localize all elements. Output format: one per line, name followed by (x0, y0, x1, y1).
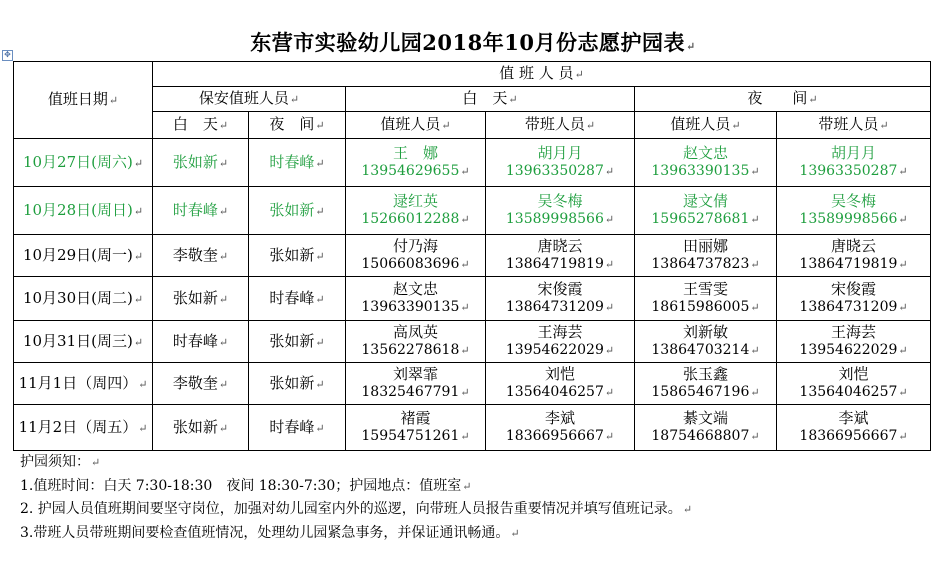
cell-text: 刘新敏 (682, 323, 728, 341)
phone-number (777, 255, 930, 274)
cell-text: 唐晓云 (537, 237, 583, 255)
cell-text: 时春峰 (269, 288, 315, 307)
cell-text: 綦文端 (682, 409, 728, 427)
page-title: 东营市实验幼儿园2018年10月份志愿护园表 ↵ (0, 27, 946, 57)
header-day-lead (486, 112, 635, 139)
cell-text: 白 天 (462, 89, 508, 107)
sec-day-cell (153, 321, 249, 363)
day-lead-cell (486, 277, 635, 321)
cell-text: 值班日期 (47, 90, 108, 108)
cell-text: 带班人员 (524, 115, 585, 133)
cell-text: 李敬奎 (172, 245, 218, 264)
paragraph-mark (585, 115, 595, 133)
paragraph-mark (90, 454, 100, 470)
day-lead-cell (486, 235, 635, 277)
phone-number (346, 255, 485, 274)
paragraph-mark (218, 332, 228, 350)
note-3: 3.带班人员带班期间要检查值班情况，处理幼儿园紧急事务，并保证通讯畅通。 ↵ (20, 522, 692, 546)
cell-text: 张玉鑫 (682, 365, 728, 383)
table-row (14, 139, 931, 187)
cell-text: 李斌 (838, 409, 869, 427)
cell-text: 13954622029 (799, 342, 898, 358)
paragraph-mark (730, 115, 740, 133)
paragraph-mark (604, 342, 614, 358)
phone-number (777, 427, 930, 446)
day-duty-cell (346, 363, 486, 405)
cell-text: 13864737823 (651, 256, 750, 272)
cell-text: 10月28日(周日) (22, 200, 133, 219)
cell-text: 13589998566 (505, 211, 604, 227)
cell-text: 13963390135 (651, 163, 750, 179)
header-day-duty (346, 112, 486, 139)
paragraph-mark (314, 289, 324, 307)
paragraph-mark (314, 246, 324, 264)
day-lead-cell (486, 363, 635, 405)
cell-text: 胡月月 (537, 144, 583, 162)
day-lead-cell (486, 139, 635, 187)
paragraph-mark (440, 115, 450, 133)
paragraph-mark (897, 384, 907, 400)
paragraph-mark (289, 89, 299, 107)
night-duty-cell (635, 235, 777, 277)
table-row (14, 235, 931, 277)
sec-night-cell (249, 405, 346, 451)
cell-text: 15066083696 (361, 256, 460, 272)
cell-text: 张如新 (172, 152, 218, 171)
phone-number (346, 427, 485, 446)
paragraph-mark (604, 163, 614, 179)
cell-text: 13864731209 (799, 299, 898, 315)
table-row (14, 187, 931, 235)
sec-day-cell (153, 187, 249, 235)
cell-text: 10月27日(周六) (22, 152, 133, 171)
night-duty-cell (635, 405, 777, 451)
paragraph-mark (574, 64, 584, 82)
paragraph-mark (807, 89, 817, 107)
paragraph-mark (133, 153, 143, 171)
date-cell (14, 363, 153, 405)
cell-text: 宋俊霞 (831, 280, 877, 298)
phone-number (635, 383, 776, 402)
cell-text: 王海芸 (537, 323, 583, 341)
date-cell (14, 277, 153, 321)
phone-number (635, 162, 776, 181)
date-cell (14, 235, 153, 277)
header-duty-staff (153, 62, 931, 87)
cell-text: 胡月月 (831, 144, 877, 162)
phone-number (777, 298, 930, 317)
paragraph-mark (459, 342, 469, 358)
cell-text: 值 班 人 员 (499, 64, 574, 82)
paragraph-mark (897, 163, 907, 179)
cell-text: 15965278681 (651, 211, 750, 227)
phone-number (486, 341, 634, 360)
phone-number (486, 298, 634, 317)
cell-text: 15954751261 (361, 428, 460, 444)
cell-text: 10月30日(周二) (22, 288, 133, 307)
cell-text: 13562278618 (361, 342, 460, 358)
cell-text: 15266012288 (361, 211, 460, 227)
cell-text: 时春峰 (172, 331, 218, 350)
cell-text: 值班人员 (670, 115, 731, 133)
phone-number (486, 210, 634, 229)
day-lead-cell (486, 187, 635, 235)
cell-text: 李敬奎 (172, 373, 218, 392)
cell-text: 吴冬梅 (831, 192, 877, 210)
table-row (14, 363, 931, 405)
cell-text: 白 天 (172, 115, 218, 133)
cell-text: 时春峰 (172, 200, 218, 219)
cell-text: 刘恺 (544, 365, 575, 383)
paragraph-mark (749, 342, 759, 358)
phone-number (635, 427, 776, 446)
paragraph-mark (218, 418, 228, 436)
paragraph-mark (897, 299, 907, 315)
cell-text: 10月31日(周三) (22, 331, 133, 350)
phone-number (777, 210, 930, 229)
paragraph-mark (218, 246, 228, 264)
duty-roster-table (13, 61, 931, 451)
cell-text: 13589998566 (799, 211, 898, 227)
paragraph-mark (314, 332, 324, 350)
phone-number (486, 162, 634, 181)
phone-number (635, 255, 776, 274)
night-duty-cell (635, 139, 777, 187)
header-day (346, 87, 635, 112)
cell-text: 时春峰 (269, 152, 315, 171)
sec-night-cell (249, 235, 346, 277)
table-row (14, 321, 931, 363)
cell-text: 13963350287 (799, 163, 898, 179)
night-lead-cell (777, 187, 931, 235)
paragraph-mark (749, 428, 759, 444)
night-lead-cell (777, 277, 931, 321)
header-date (14, 62, 153, 139)
phone-number (346, 162, 485, 181)
cell-text: 刘翠霏 (392, 365, 438, 383)
night-lead-cell (777, 321, 931, 363)
cell-text: 18366956667 (505, 428, 604, 444)
paragraph-mark (878, 115, 888, 133)
table-row (14, 405, 931, 451)
night-duty-cell (635, 187, 777, 235)
paragraph-mark (314, 153, 324, 171)
paragraph-mark (218, 289, 228, 307)
night-duty-cell (635, 321, 777, 363)
phone-number (486, 427, 634, 446)
paragraph-mark (685, 30, 696, 55)
paragraph-mark (459, 428, 469, 444)
paragraph-mark (897, 211, 907, 227)
paragraph-mark (108, 90, 118, 108)
cell-text: 高凤英 (392, 323, 438, 341)
sec-night-cell (249, 139, 346, 187)
cell-text: 张如新 (172, 288, 218, 307)
phone-number (777, 341, 930, 360)
cell-text: 13564046257 (505, 384, 604, 400)
cell-text: 李斌 (544, 409, 575, 427)
paragraph-mark (604, 428, 614, 444)
night-lead-cell (777, 235, 931, 277)
paragraph-mark (137, 374, 147, 392)
cell-text: 唐晓云 (831, 237, 877, 255)
header-night-lead (777, 112, 931, 139)
header-sec-day (153, 112, 249, 139)
sec-day-cell (153, 139, 249, 187)
paragraph-mark (897, 256, 907, 272)
cell-text: 张如新 (269, 245, 315, 264)
phone-number (777, 162, 930, 181)
day-duty-cell (346, 405, 486, 451)
phone-number (486, 383, 634, 402)
phone-number (346, 210, 485, 229)
paragraph-mark (133, 332, 143, 350)
cell-text: 18325467791 (361, 384, 460, 400)
cell-text: 13864731209 (505, 299, 604, 315)
paragraph-mark (459, 163, 469, 179)
header-sec-night (249, 112, 346, 139)
paragraph-mark (897, 342, 907, 358)
cell-text: 保安值班人员 (198, 89, 289, 107)
paragraph-mark (749, 256, 759, 272)
cell-text: 15865467196 (651, 384, 750, 400)
table-row (14, 277, 931, 321)
date-cell (14, 187, 153, 235)
cell-text: 刘恺 (838, 365, 869, 383)
paragraph-mark (218, 374, 228, 392)
night-lead-cell (777, 139, 931, 187)
phone-number (486, 255, 634, 274)
sec-day-cell (153, 235, 249, 277)
phone-number (346, 341, 485, 360)
sec-night-cell (249, 277, 346, 321)
cell-text: 逯红英 (392, 192, 438, 210)
cell-text: 13954629655 (361, 163, 460, 179)
cell-text: 付乃海 (392, 237, 438, 255)
cell-text: 带班人员 (818, 115, 879, 133)
cell-text: 13864719819 (505, 256, 604, 272)
paragraph-mark (604, 211, 614, 227)
day-lead-cell (486, 405, 635, 451)
paragraph-mark (897, 428, 907, 444)
date-cell (14, 405, 153, 451)
cell-text: 时春峰 (269, 417, 315, 436)
phone-number (635, 298, 776, 317)
paragraph-mark (459, 256, 469, 272)
notes-section (20, 451, 692, 545)
cell-text: 吴冬梅 (537, 192, 583, 210)
paragraph-mark (507, 89, 517, 107)
paragraph-mark (459, 211, 469, 227)
cell-text: 值班人员 (380, 115, 441, 133)
cell-text: 13864703214 (651, 342, 750, 358)
paragraph-mark (459, 299, 469, 315)
paragraph-mark (749, 163, 759, 179)
paragraph-mark (604, 256, 614, 272)
paragraph-mark (461, 478, 471, 494)
paragraph-mark (749, 211, 759, 227)
sec-day-cell (153, 405, 249, 451)
cell-text: 18366956667 (799, 428, 898, 444)
note-1: 1.值班时间：白天 7:30-18:30 夜间 18:30-7:30；护园地点：值班室 ↵ (20, 475, 692, 499)
day-duty-cell (346, 187, 486, 235)
paragraph-mark (314, 418, 324, 436)
cell-text: 王雪雯 (682, 280, 728, 298)
header-night-duty (635, 112, 777, 139)
cell-text: 13963350287 (505, 163, 604, 179)
phone-number (635, 210, 776, 229)
cell-text: 张如新 (172, 417, 218, 436)
cell-text: 13864719819 (799, 256, 898, 272)
paragraph-mark (133, 201, 143, 219)
night-duty-cell (635, 363, 777, 405)
cell-text: 11月1日（周四） (18, 373, 138, 392)
day-lead-cell (486, 321, 635, 363)
paragraph-mark (218, 115, 228, 133)
phone-number (346, 383, 485, 402)
sec-night-cell (249, 363, 346, 405)
paragraph-mark (314, 115, 324, 133)
sec-night-cell (249, 321, 346, 363)
cell-text: 张如新 (269, 331, 315, 350)
header-security (153, 87, 346, 112)
paragraph-mark (749, 384, 759, 400)
cell-text: 夜 间 (747, 89, 808, 107)
paragraph-mark (133, 246, 143, 264)
paragraph-mark (459, 384, 469, 400)
note-2: 2. 护园人员值班期间要坚守岗位，加强对幼儿园室内外的巡逻，向带班人员报告重要情况并填写值班记录。 ↵ (20, 498, 692, 522)
cell-text: 王 娜 (392, 144, 438, 162)
sec-day-cell (153, 277, 249, 321)
paragraph-mark (749, 299, 759, 315)
cell-text: 王海芸 (831, 323, 877, 341)
paragraph-mark (314, 374, 324, 392)
paragraph-mark (682, 501, 692, 517)
header-night (635, 87, 931, 112)
day-duty-cell (346, 139, 486, 187)
day-duty-cell (346, 321, 486, 363)
cell-text: 11月2日（周五） (18, 417, 138, 436)
cell-text: 13963390135 (361, 299, 460, 315)
notes-heading: 护园须知： ↵ (20, 451, 692, 475)
paragraph-mark (604, 384, 614, 400)
paragraph-mark (133, 289, 143, 307)
cell-text: 宋俊霞 (537, 280, 583, 298)
date-cell (14, 321, 153, 363)
phone-number (635, 341, 776, 360)
paragraph-mark (218, 153, 228, 171)
cell-text: 逯文倩 (682, 192, 728, 210)
date-cell (14, 139, 153, 187)
day-duty-cell (346, 235, 486, 277)
table-move-handle-icon[interactable]: ✥ (2, 50, 13, 61)
paragraph-mark (137, 418, 147, 436)
cell-text: 褚霞 (400, 409, 431, 427)
paragraph-mark (314, 201, 324, 219)
cell-text: 赵文忠 (392, 280, 438, 298)
cell-text: 张如新 (269, 200, 315, 219)
paragraph-mark (509, 525, 519, 541)
paragraph-mark (604, 299, 614, 315)
cell-text: 赵文忠 (682, 144, 728, 162)
night-lead-cell (777, 405, 931, 451)
cell-text: 13564046257 (799, 384, 898, 400)
sec-night-cell (249, 187, 346, 235)
paragraph-mark (218, 201, 228, 219)
night-duty-cell (635, 277, 777, 321)
cell-text: 夜 间 (269, 115, 315, 133)
phone-number (777, 383, 930, 402)
cell-text: 18754668807 (651, 428, 750, 444)
night-lead-cell (777, 363, 931, 405)
cell-text: 田丽娜 (682, 237, 728, 255)
cell-text: 13954622029 (505, 342, 604, 358)
phone-number (346, 298, 485, 317)
cell-text: 张如新 (269, 373, 315, 392)
day-duty-cell (346, 277, 486, 321)
cell-text: 10月29日(周一) (22, 245, 133, 264)
sec-day-cell (153, 363, 249, 405)
cell-text: 18615986005 (651, 299, 750, 315)
